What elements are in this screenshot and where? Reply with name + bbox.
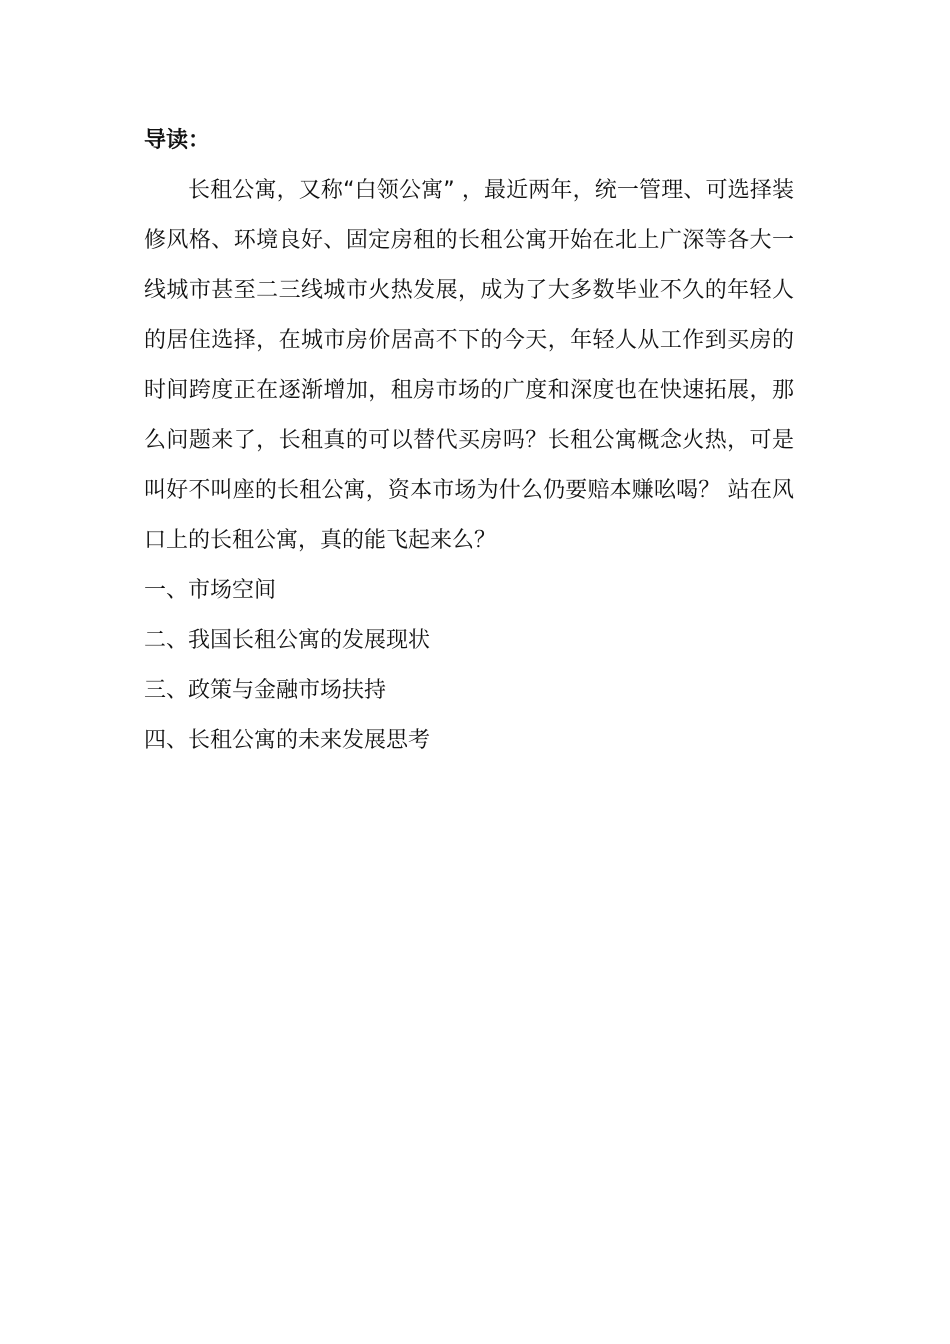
- intro-paragraph: 长租公寓，又称“白领公寓” ，最近两年，统一管理、可选择装修风格、环境良好、固定房租的长租公寓开始在北上广深等各大一线城市甚至二三线城市火热发展，成为了大多数毕业不久的年轻人的居住选择，在城市房价居高不下的今天，年轻人从工作到买房的时间跨度正在逐渐增加，租房市场的广度和深度也在快速拓展，那么问题来了，长租真的可以替代买房吗？长租公寓概念火热，可是叫好不叫座的长租公寓，资本市场为什么仍要赔本赚吆喝？ 站在风口上的长租公寓，真的能飞起来么？: [144, 178, 794, 553]
- section-item-development-status: 二、我国长租公寓的发展现状: [144, 628, 431, 653]
- section-item-market-space: 一、市场空间: [144, 578, 277, 603]
- document-content: [144, 116, 794, 766]
- section-item-policy-finance-support: 三、政策与金融市场扶持: [144, 678, 387, 703]
- intro-heading: 导读：: [144, 128, 211, 153]
- section-item-future-development: 四、长租公寓的未来发展思考: [144, 728, 431, 753]
- section-list: [144, 566, 794, 766]
